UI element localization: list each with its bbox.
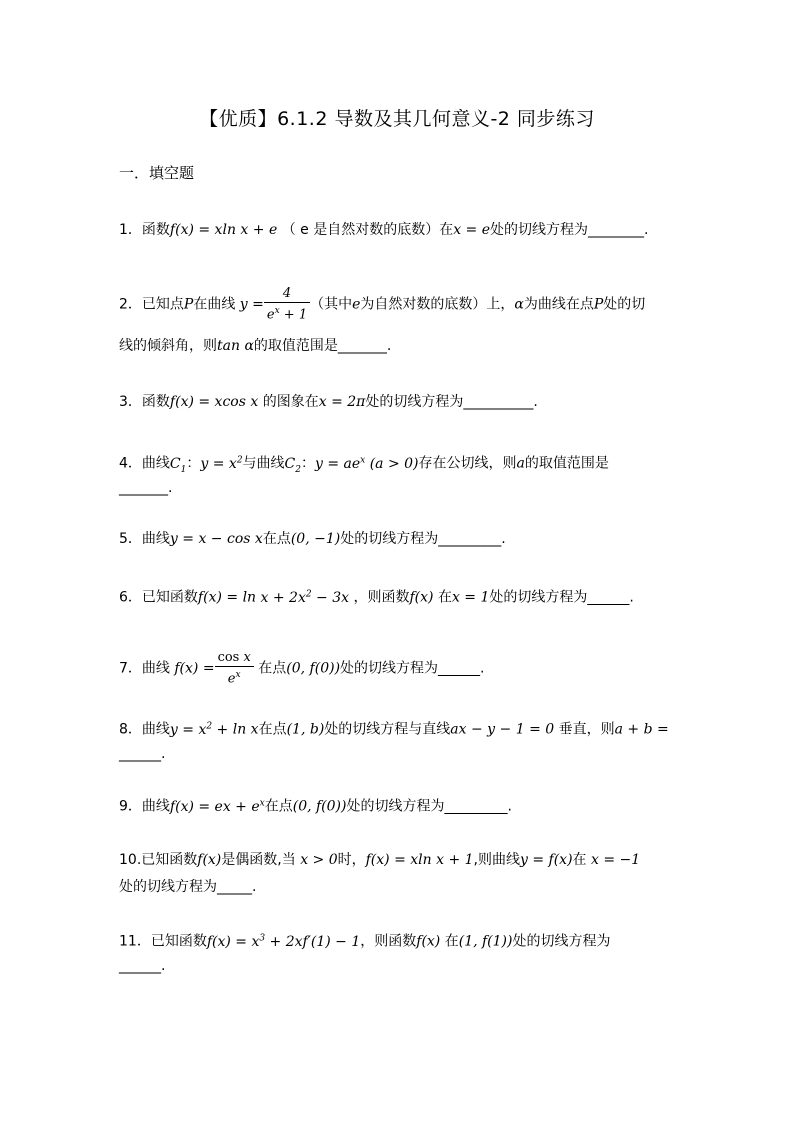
question-10: 10.已知函数f(x)是偶函数,当 x > 0时，f(x) = xln x + 1,则曲线y = f(x)在 x = −1 [119,852,641,868]
question-10-cont: 处的切线方程为_____. [119,879,257,895]
question-3: 3．函数f(x) = xcos x 的图象在x = 2π处的切线方程为__________. [119,394,538,410]
question-8-cont: ______. [119,746,166,762]
question-8: 8．曲线$y = x^2 + \ln x$在点(1, b)处的切线方程与直线ax − y − 1 = 0 垂直，则a + b = [119,721,669,738]
fraction: $\frac{\text{cos x}}{e^x}$ [215,650,254,687]
formula: f [169,222,176,238]
question-11-cont: ______. [119,958,166,974]
question-5: 5．曲线y = x − cos x在点(0, −1)处的切线方程为_________. [119,531,506,547]
section-heading: 一．填空题 [119,164,195,182]
question-2: 2．已知点P在曲线 y = $\frac{4}{e^x + 1}$ （其中e为自然对数的底数）上，α为曲线在点P处的切 [119,286,646,323]
question-9: 9．曲线f(x) = ex + $e^x$在点(0, f(0))处的切线方程为_________. [119,798,512,815]
question-6: 6．已知函数$f(x) = \ln x + 2x^2 - 3x$ ，则函数f(x) 在x = 1处的切线方程为______. [119,589,634,606]
question-4: 4．曲线$C_1$：$y = x^2$与曲线$C_2$：$y = ae^x$ (a > 0)存在公切线，则a的取值范围是 [119,455,609,475]
fraction: $\frac{4}{e^x + 1}$ [264,286,310,323]
question-1: 1．函数f(x) = xln x + e （ e 是自然对数的底数）在x = e处的切线方程为________. [119,222,649,238]
question-11: 11．已知函数$f(x) = x^3 + 2xf'(1) - 1$，则函数f(x) 在(1, f(1))处的切线方程为 [119,933,611,950]
question-7: 7．曲线 f(x) = $\frac{\text{cos x}}{e^x}$ 在点(0, f(0))处的切线方程为______. [119,650,485,687]
question-4-cont: _______. [119,480,173,496]
question-2-cont: 线的倾斜角，则tan α的取值范围是_______. [119,338,392,354]
page-title: 【优质】6.1.2 导数及其几何意义-2 同步练习 [199,108,595,130]
